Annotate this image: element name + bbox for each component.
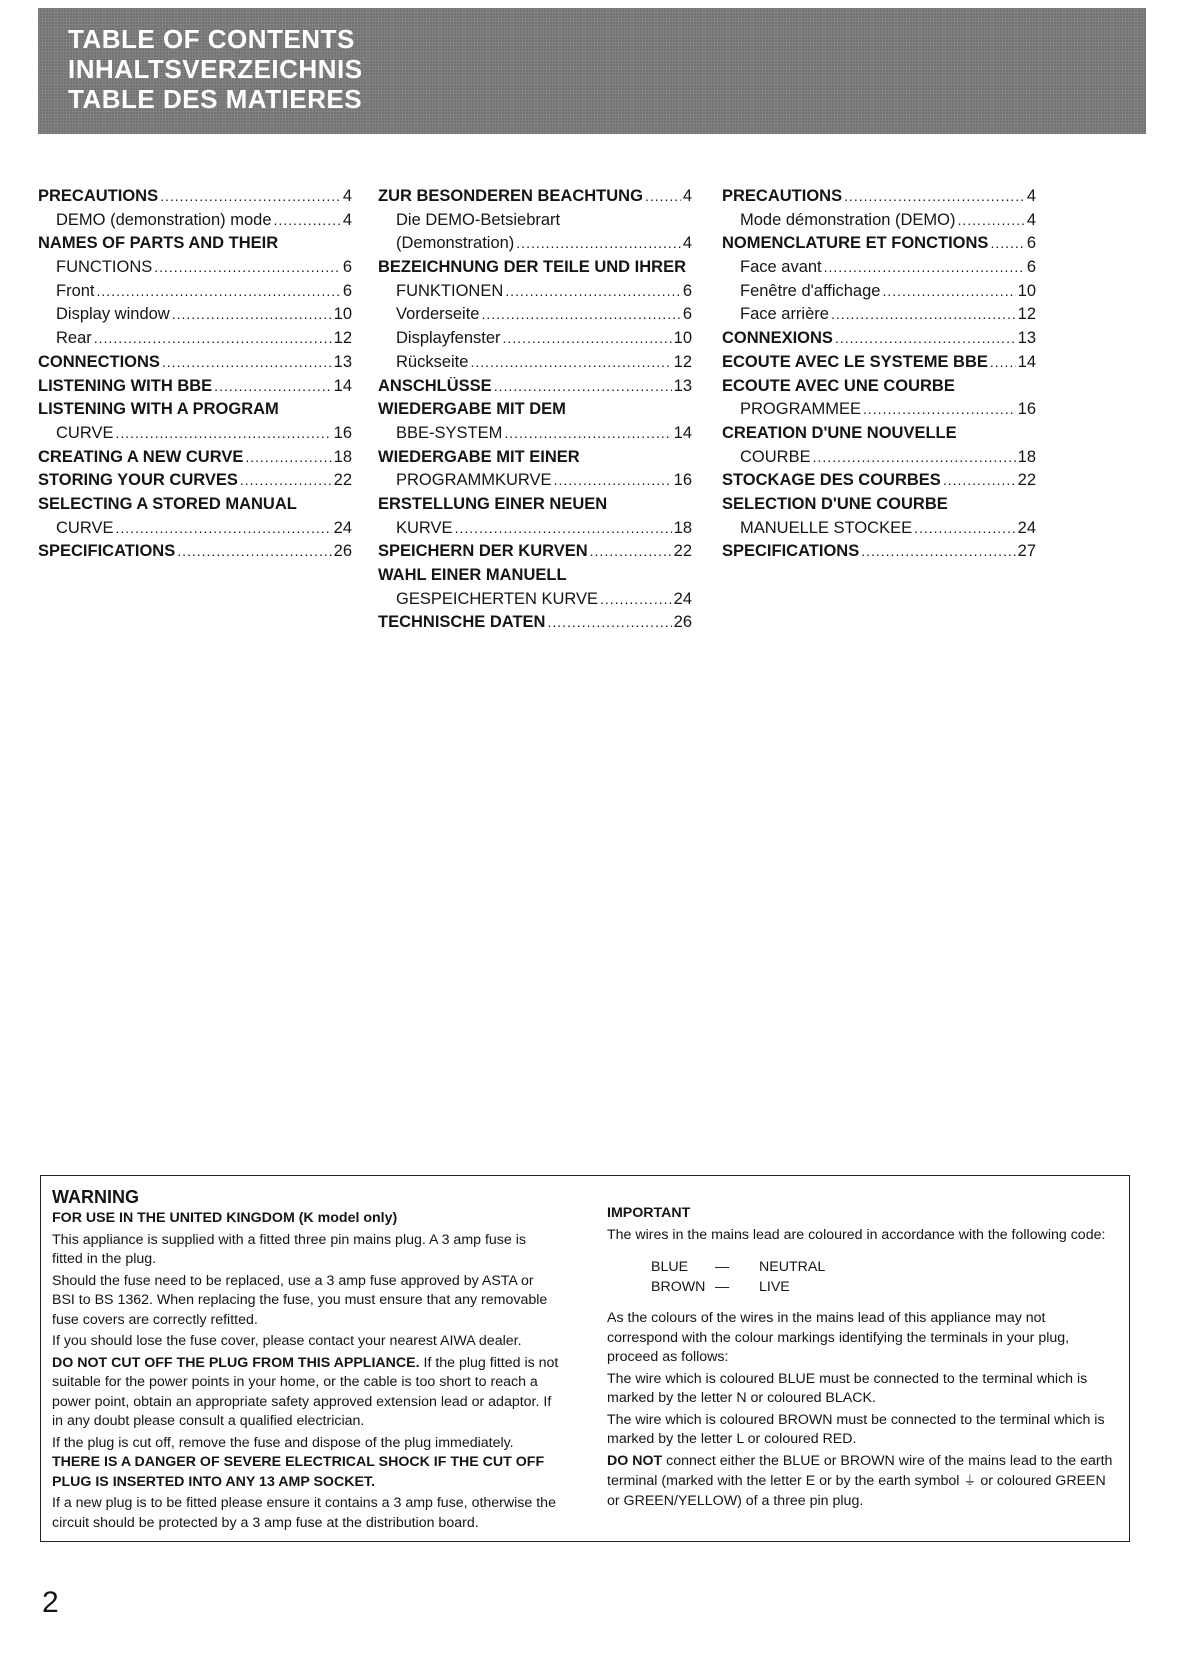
toc-entry: [38, 400, 352, 424]
toc-leader-dots: [990, 354, 1016, 370]
warning-danger: THERE IS A DANGER OF SEVERE ELECTRICAL SHOCK IF THE CUT OFF PLUG IS INSERTED INTO ANY 13 AMP SOCKET.: [52, 1454, 545, 1490]
toc-column-english: [38, 187, 352, 566]
toc-entry-title: Front: [56, 281, 95, 300]
toc-entry: [722, 258, 1036, 282]
toc-entry: [722, 424, 1036, 448]
toc-entry-title: SPECIFICATIONS: [38, 542, 176, 561]
toc-leader-dots: [115, 520, 331, 536]
warning-box: [40, 1175, 1130, 1542]
toc-entry: [38, 258, 352, 282]
warning-text: If the plug is cut off, remove the fuse and dispose of the plug immediately.: [52, 1434, 514, 1451]
toc-leader-dots: [177, 543, 331, 559]
toc-entry-title: Fenêtre d'affichage: [740, 281, 881, 300]
toc-leader-dots: [835, 330, 1016, 346]
toc-entry-page: 6: [342, 281, 352, 300]
toc-entry: [378, 424, 692, 448]
toc-entry-title: GESPEICHERTEN KURVE: [396, 589, 599, 608]
toc-leader-dots: [600, 591, 672, 607]
toc-entry: [378, 377, 692, 401]
toc-entry-title: SELECTING A STORED MANUAL: [38, 494, 297, 513]
toc-entry: [38, 187, 352, 211]
toc-entry-page: 4: [682, 187, 692, 205]
toc-leader-dots: [831, 306, 1016, 322]
toc-entry-title: PRECAUTIONS: [722, 187, 843, 205]
earth-symbol-icon: ⏚: [963, 1473, 977, 1488]
toc-entry-title: PRECAUTIONS: [38, 187, 159, 205]
toc-entry-page: 14: [1017, 352, 1036, 371]
toc-leader-dots: [554, 472, 672, 488]
code-dash: —: [715, 1279, 730, 1295]
toc-entry: [38, 542, 352, 566]
toc-entry-page: 13: [1017, 329, 1036, 348]
important-text: or coloured GREEN or GREEN/YELLOW) of a three pin plug.: [607, 1473, 1106, 1509]
toc-entry-page: 6: [682, 305, 692, 324]
toc-leader-dots: [455, 520, 672, 536]
toc-entry-title: COURBE: [740, 447, 811, 466]
toc-leader-dots: [503, 330, 672, 346]
toc-entry-page: 4: [1026, 210, 1036, 229]
toc-leader-dots: [94, 330, 332, 346]
toc-entry-title: CURVE: [56, 423, 114, 442]
toc-entry: [378, 353, 692, 377]
toc-entry-page: 27: [1017, 542, 1036, 561]
toc-entry-title: TECHNISCHE DATEN: [378, 613, 546, 632]
important-paragraph: The wire which is coloured BROWN must be connected to the terminal which is marked by the letter L or coloured RED.: [607, 1411, 1105, 1447]
toc-entry: [378, 234, 692, 258]
toc-entry-title: Rückseite: [396, 352, 469, 371]
toc-leader-dots: [645, 188, 681, 204]
toc-entry-page: 16: [1017, 400, 1036, 419]
toc-entry-page: 24: [1017, 518, 1036, 537]
toc-entry: [378, 542, 692, 566]
toc-entry: [722, 282, 1036, 306]
toc-entry-page: 4: [1026, 187, 1036, 205]
toc-entry: [378, 211, 692, 235]
toc-entry-title: SPEICHERN DER KURVEN: [378, 542, 588, 561]
toc-entry-title: LISTENING WITH A PROGRAM: [38, 400, 279, 419]
toc-leader-dots: [590, 543, 672, 559]
code-colour: BLUE: [651, 1259, 689, 1275]
toc-entry: [722, 234, 1036, 258]
toc-entry-title: BEZEICHNUNG DER TEILE UND IHRER: [378, 258, 687, 277]
toc-entry: [38, 353, 352, 377]
toc-entry: [38, 234, 352, 258]
toc-entry-title: CONNECTIONS: [38, 352, 160, 371]
toc-entry-page: 14: [333, 376, 352, 395]
toc-entry-title: Face arrière: [740, 305, 829, 324]
toc-entry-title: DEMO (demonstration) mode: [56, 210, 272, 229]
toc-entry-page: 10: [673, 329, 692, 348]
toc-leader-dots: [958, 212, 1025, 228]
toc-entry-page: 10: [1017, 281, 1036, 300]
title-german: INHALTSVERZEICHNIS: [68, 54, 363, 84]
important-intro: The wires in the mains lead are coloured in accordance with the following code:: [607, 1226, 1106, 1243]
toc-leader-dots: [160, 188, 341, 204]
toc-leader-dots: [154, 259, 341, 275]
toc-entry: [722, 542, 1036, 566]
toc-leader-dots: [824, 259, 1025, 275]
toc-leader-dots: [861, 543, 1015, 559]
toc-entry: [722, 305, 1036, 329]
toc-entry-title: CREATION D'UNE NOUVELLE: [722, 423, 957, 442]
toc-entry: [722, 329, 1036, 353]
toc-entry: [722, 495, 1036, 519]
toc-entry: [378, 282, 692, 306]
toc-leader-dots: [504, 425, 671, 441]
toc-leader-dots: [245, 449, 331, 465]
toc-entry: [722, 353, 1036, 377]
toc-leader-dots: [172, 306, 332, 322]
toc-entry-page: 6: [1026, 234, 1036, 253]
toc-entry-title: Mode démonstration (DEMO): [740, 210, 956, 229]
toc-entry-page: 4: [342, 210, 352, 229]
toc-entry-title: ERSTELLUNG EINER NEUEN: [378, 494, 608, 513]
toc-entry-title: Vorderseite: [396, 305, 480, 324]
toc-leader-dots: [813, 449, 1016, 465]
toc-leader-dots: [943, 472, 1016, 488]
toc-entry-page: 24: [333, 518, 352, 537]
important-text: connect either the BLUE or BROWN wire of the mains lead to the earth terminal (marked with the letter E or by the earth symbol: [607, 1452, 1113, 1489]
page-number: 2: [42, 1586, 59, 1619]
warning-subtitle: FOR USE IN THE UNITED KINGDOM (K model only): [52, 1210, 398, 1226]
toc-entry-title: STORING YOUR CURVES: [38, 471, 238, 490]
toc-entry: [722, 471, 1036, 495]
title-banner: [38, 8, 1146, 134]
important-paragraph: As the colours of the wires in the mains lead of this appliance may not correspond with the colour markings identifying the terminals in your plug, proceed as follows:: [607, 1310, 1070, 1365]
toc-entry-title: WIEDERGABE MIT DEM: [378, 400, 566, 419]
toc-entry-title: STOCKAGE DES COURBES: [722, 471, 941, 490]
toc-leader-dots: [494, 378, 672, 394]
toc-entry-page: 22: [1017, 471, 1036, 490]
warning-paragraph: Should the fuse need to be replaced, use a 3 amp fuse approved by ASTA or BSI to BS 1362. When replacing the fuse, you must ensure that any removable fuse covers are correctly refitted.: [52, 1272, 548, 1328]
toc-entry: [38, 329, 352, 353]
toc-entry-title: CONNEXIONS: [722, 329, 833, 348]
toc-entry-title: WAHL EINER MANUELL: [378, 566, 567, 584]
toc-entry-title: Face avant: [740, 258, 822, 277]
toc-entry-page: 4: [682, 234, 692, 253]
toc-leader-dots: [274, 212, 341, 228]
toc-entry-title: PROGRAMMEE: [740, 400, 862, 419]
toc-leader-dots: [115, 425, 331, 441]
title-french: TABLE DES MATIERES: [68, 84, 363, 114]
important-paragraph: [607, 1452, 1119, 1512]
toc-entry-page: 6: [342, 258, 352, 277]
toc-leader-dots: [214, 378, 331, 394]
toc-entry: [38, 519, 352, 543]
toc-entry-title: CREATING A NEW CURVE: [38, 447, 244, 466]
toc-entry-title: Display window: [56, 305, 170, 324]
toc-entry-title: ECOUTE AVEC LE SYSTEME BBE: [722, 352, 988, 371]
toc-entry: [378, 590, 692, 614]
toc-column-french: [722, 187, 1036, 566]
toc-entry-title: BBE-SYSTEM: [396, 423, 503, 442]
toc-entry: [38, 448, 352, 472]
toc-leader-dots: [97, 283, 341, 299]
code-meaning: NEUTRAL: [759, 1259, 826, 1275]
toc-entry: [38, 471, 352, 495]
toc-entry-page: 6: [682, 281, 692, 300]
toc-entry-page: 4: [342, 187, 352, 205]
toc-entry-title: SPECIFICATIONS: [722, 542, 860, 561]
code-colour: BROWN: [651, 1279, 706, 1295]
toc-entry-title: WIEDERGABE MIT EINER: [378, 447, 580, 466]
toc-entry: [722, 448, 1036, 472]
warning-section: [52, 1186, 560, 1535]
toc-entry: [38, 495, 352, 519]
toc-leader-dots: [240, 472, 332, 488]
toc-entry-page: 13: [333, 352, 352, 371]
toc-entry-title: CURVE: [56, 518, 114, 537]
warning-paragraph: This appliance is supplied with a fitted three pin mains plug. A 3 amp fuse is fitted in the plug.: [52, 1231, 526, 1267]
title-english: TABLE OF CONTENTS: [68, 24, 355, 54]
toc-entry: [378, 187, 692, 211]
toc-leader-dots: [914, 520, 1016, 536]
toc-entry-page: 13: [673, 376, 692, 395]
toc-leader-dots: [863, 401, 1016, 417]
toc-entry-title: NAMES OF PARTS AND THEIR: [38, 234, 279, 253]
toc-leader-dots: [470, 354, 671, 370]
toc-entry-title: (Demonstration): [396, 234, 515, 253]
toc-entry-page: 16: [673, 471, 692, 490]
toc-entry: [378, 566, 692, 590]
toc-entry: [722, 211, 1036, 235]
toc-entry-title: NOMENCLATURE ET FONCTIONS: [722, 234, 989, 253]
toc-entry-page: 16: [333, 423, 352, 442]
toc-entry-title: KURVE: [396, 518, 453, 537]
important-emphasis: DO NOT: [607, 1452, 663, 1469]
important-paragraph: The wire which is coloured BLUE must be connected to the terminal which is marked by the letter N or coloured BLACK.: [607, 1370, 1088, 1406]
toc-entry-title: Die DEMO-Betsiebrart: [396, 210, 561, 229]
toc-entry-page: 24: [673, 589, 692, 608]
warning-paragraph: [52, 1354, 560, 1432]
toc-leader-dots: [481, 306, 680, 322]
toc-entry: [378, 329, 692, 353]
toc-entry: [38, 211, 352, 235]
toc-entry-title: FUNKTIONEN: [396, 281, 504, 300]
warning-emphasis: DO NOT CUT OFF THE PLUG FROM THIS APPLIANCE.: [52, 1354, 420, 1371]
toc-entry-title: LISTENING WITH BBE: [38, 376, 213, 395]
toc-entry: [722, 400, 1036, 424]
toc-entry: [378, 400, 692, 424]
toc-entry: [378, 495, 692, 519]
warning-paragraph: If a new plug is to be fitted please ensure it contains a 3 amp fuse, otherwise the circuit should be protected by a 3 amp fuse at the distribution board.: [52, 1495, 556, 1531]
toc-entry: [722, 377, 1036, 401]
toc-entry: [38, 282, 352, 306]
toc-entry: [378, 613, 692, 637]
toc-entry-page: 18: [673, 518, 692, 537]
toc-leader-dots: [516, 235, 681, 251]
toc-entry-title: Rear: [56, 329, 92, 348]
code-meaning: LIVE: [759, 1279, 790, 1295]
toc-entry-page: 18: [1017, 447, 1036, 466]
toc-entry-page: 6: [1026, 258, 1036, 277]
toc-leader-dots: [547, 614, 671, 630]
toc-entry-page: 26: [673, 613, 692, 632]
toc-leader-dots: [844, 188, 1025, 204]
toc-entry-title: ZUR BESONDEREN BEACHTUNG: [378, 187, 643, 205]
toc-entry-title: Displayfenster: [396, 329, 501, 348]
toc-entry-page: 18: [333, 447, 352, 466]
toc-entry-title: PROGRAMMKURVE: [396, 471, 552, 490]
warning-paragraph: [52, 1434, 560, 1493]
warning-title: WARNING: [52, 1187, 139, 1207]
toc-entry-title: ANSCHLÜSSE: [378, 376, 492, 395]
toc-leader-dots: [990, 235, 1024, 251]
toc-entry: [378, 305, 692, 329]
toc-entry: [378, 258, 692, 282]
wire-colour-code: [651, 1257, 1119, 1297]
toc-entry: [378, 471, 692, 495]
toc-entry-page: 10: [333, 305, 352, 324]
toc-entry-title: FUNCTIONS: [56, 258, 153, 277]
warning-text: If the plug fitted is not suitable for the power points in your home, or the cable is too short to reach a power point, obtain an appropriate safety approved extension lead or adaptor. If in any doubt please consult a qualified electrician.: [52, 1354, 559, 1429]
toc-entry: [38, 424, 352, 448]
toc-entry-page: 12: [673, 352, 692, 371]
toc-entry-title: MANUELLE STOCKEE: [740, 518, 913, 537]
toc-entry: [722, 519, 1036, 543]
toc-column-german: [378, 187, 692, 637]
toc-entry-page: 14: [673, 423, 692, 442]
toc-entry: [378, 519, 692, 543]
toc-entry-page: 26: [333, 542, 352, 561]
toc-entry: [38, 377, 352, 401]
toc-leader-dots: [882, 283, 1015, 299]
toc-entry-page: 22: [673, 542, 692, 561]
toc-leader-dots: [162, 354, 332, 370]
toc-entry: [378, 448, 692, 472]
toc-entry-page: 12: [1017, 305, 1036, 324]
code-dash: —: [715, 1259, 730, 1275]
toc-entry: [38, 305, 352, 329]
toc-leader-dots: [505, 283, 681, 299]
toc-entry-page: 22: [333, 471, 352, 490]
warning-paragraph: If you should lose the fuse cover, please contact your nearest AIWA dealer.: [52, 1333, 522, 1349]
toc-entry-title: ECOUTE AVEC UNE COURBE: [722, 376, 955, 395]
important-section: [607, 1204, 1119, 1513]
toc-entry: [722, 187, 1036, 211]
toc-entry-title: SELECTION D'UNE COURBE: [722, 494, 948, 513]
important-title: IMPORTANT: [607, 1205, 691, 1221]
toc-entry-page: 12: [333, 329, 352, 348]
